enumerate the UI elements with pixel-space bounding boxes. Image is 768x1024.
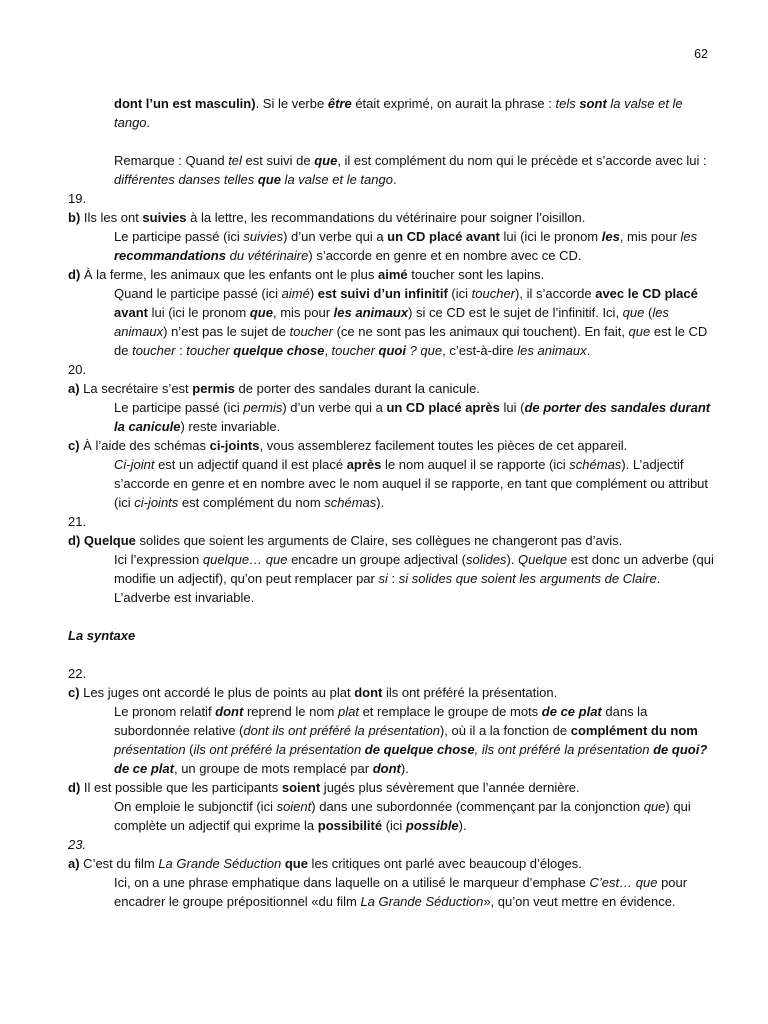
text-run: b)	[68, 210, 81, 225]
text-run: a)	[68, 381, 80, 396]
text-run: si solides que soient les arguments de Claire	[398, 571, 657, 586]
text-run: .	[586, 343, 591, 358]
text-run: dont l’un est masculin)	[114, 96, 256, 111]
text-run: ) n’est pas le sujet de	[163, 324, 290, 339]
text-run: suivies	[142, 210, 187, 225]
text-run: être	[327, 96, 352, 111]
text-run: Le participe passé (ici	[114, 400, 244, 415]
text-run: ).	[458, 818, 467, 833]
explanation-paragraph	[68, 455, 718, 512]
item-paragraph	[68, 835, 718, 854]
explanation-paragraph	[68, 227, 718, 265]
text-run: c)	[68, 685, 80, 700]
text-run: encadre un groupe adjectival (	[287, 552, 466, 567]
text-run: présentation	[114, 742, 186, 757]
text-run: 21.	[68, 514, 87, 529]
text-run: lui (ici le pronom	[147, 305, 250, 320]
text-run: la valse et le tango	[114, 96, 683, 130]
text-run: était exprimé, on aurait la phrase :	[351, 96, 556, 111]
text-run: que	[314, 153, 338, 168]
text-run: les animaux	[517, 343, 587, 358]
text-run: 20.	[68, 362, 87, 377]
text-run: schémas	[324, 495, 377, 510]
text-run: 22.	[68, 666, 87, 681]
text-run: les	[680, 229, 698, 244]
text-run: les	[601, 229, 620, 244]
text-run: suivies	[243, 229, 284, 244]
text-run: schémas	[569, 457, 622, 472]
text-run: que	[628, 324, 651, 339]
text-run: ), il s’accorde	[515, 286, 596, 301]
text-run: dont	[354, 685, 383, 700]
text-run: .	[146, 115, 151, 130]
page-number: 62	[694, 47, 708, 61]
text-run: que	[622, 305, 645, 320]
text-run: tels	[555, 96, 580, 111]
text-run: Les juges ont accordé le plus de points au plat	[79, 685, 355, 700]
text-run: ) s’accorde en genre et en nombre avec ce CD.	[308, 248, 582, 263]
item-paragraph	[68, 512, 718, 531]
text-run: C’est… que	[589, 875, 658, 890]
text-run: que	[257, 172, 281, 187]
text-run: c)	[68, 438, 80, 453]
text-run: . L’adverbe est invariable.	[114, 571, 661, 605]
explanation-paragraph	[68, 398, 718, 436]
text-run: .	[392, 172, 397, 187]
text-run: Quelque	[83, 533, 136, 548]
text-run: lui (ici le pronom	[499, 229, 602, 244]
text-run: dont ils ont préféré la présentation	[243, 723, 440, 738]
document-body	[68, 94, 718, 911]
text-run: ,	[324, 343, 332, 358]
text-run: , mis pour	[619, 229, 681, 244]
text-run: est suivi de	[241, 153, 315, 168]
text-run: ). L’adjectif s’accorde en genre et en nombre avec le nom auquel il se rapporte, en tant que complément ou attribut (ici	[114, 457, 709, 510]
item-paragraph	[68, 265, 718, 284]
section-title: La syntaxe	[68, 628, 136, 643]
text-run: Ils les ont	[80, 210, 143, 225]
text-run: toucher	[471, 286, 516, 301]
item-paragraph	[68, 189, 718, 208]
text-run: de porter des sandales durant la canicule.	[234, 381, 480, 396]
text-run: est le CD de	[114, 324, 708, 358]
text-run: toucher	[331, 343, 379, 358]
spacer	[68, 132, 718, 151]
text-run: , vous assemblerez facilement toutes les pièces de cet appareil.	[259, 438, 628, 453]
text-run: toucher	[289, 324, 333, 339]
text-run: un CD placé après	[386, 400, 500, 415]
explanation-paragraph	[68, 94, 718, 132]
text-run: toucher	[186, 343, 234, 358]
text-run: reprend le nom	[243, 704, 338, 719]
text-run: avec le CD placé avant	[114, 286, 698, 320]
text-run: est donc un adverbe (qui modifie un adjectif), qu’on peut remplacer par	[114, 552, 714, 586]
text-run: C’est du film	[79, 856, 159, 871]
text-run: les critiques ont parlé avec beaucoup d’éloges.	[307, 856, 582, 871]
text-run: que	[643, 799, 666, 814]
text-run: si	[378, 571, 388, 586]
text-run: de quelque chose	[364, 742, 475, 757]
text-run: ) reste invariable.	[180, 419, 281, 434]
item-paragraph	[68, 360, 718, 379]
text-run: sont	[579, 96, 607, 111]
text-run: lui (	[499, 400, 525, 415]
text-run: un CD placé avant	[387, 229, 500, 244]
text-run: ).	[400, 761, 409, 776]
text-run: Il est possible que les participants	[80, 780, 282, 795]
text-run: complément du nom	[570, 723, 698, 738]
text-run: les animaux	[333, 305, 409, 320]
text-run: , un groupe de mots remplacé par	[173, 761, 373, 776]
text-run: 19.	[68, 191, 87, 206]
text-run: ), où il a la fonction de	[439, 723, 571, 738]
text-run: est un adjectif quand il est placé	[154, 457, 347, 472]
text-run: de quoi? de ce plat	[114, 742, 708, 776]
text-run: (ce ne sont pas les animaux qui touchent). En fait,	[332, 324, 629, 339]
text-run: possible	[405, 818, 459, 833]
text-run: , ils ont préféré la présentation	[474, 742, 654, 757]
text-run: Ici, on a une phrase emphatique dans laquelle on a utilisé le marqueur d’emphase	[114, 875, 590, 890]
text-run: À l’aide des schémas	[79, 438, 210, 453]
text-run: À la ferme, les animaux que les enfants ont le plus	[80, 267, 378, 282]
text-run: a)	[68, 856, 80, 871]
text-run: le nom auquel il se rapporte (ici	[381, 457, 570, 472]
text-run: ) d’un verbe qui a	[282, 400, 387, 415]
item-paragraph	[68, 683, 718, 702]
text-run: tel	[228, 153, 242, 168]
text-run: 23.	[68, 837, 87, 852]
text-run: La secrétaire s’est	[79, 381, 193, 396]
text-run: la valse et le tango	[280, 172, 393, 187]
text-run: à la lettre, les recommandations du vétérinaire pour soigner l’oisillon.	[186, 210, 586, 225]
text-run: aimé	[378, 267, 408, 282]
text-run: , il est complément du nom qui le précède et s’accorde avec lui :	[337, 153, 707, 168]
text-run: , c’est-à-dire	[442, 343, 518, 358]
text-run: aimé	[281, 286, 310, 301]
text-run: différentes danses telles	[114, 172, 258, 187]
text-run: La Grande Séduction	[360, 894, 484, 909]
text-run: ).	[376, 495, 385, 510]
text-run: Le participe passé (ici	[114, 229, 244, 244]
text-run: )	[309, 286, 318, 301]
text-run: recommandations	[114, 248, 226, 263]
explanation-paragraph	[68, 702, 718, 778]
text-run: Quand le participe passé (ici	[114, 286, 282, 301]
text-run: d)	[68, 533, 81, 548]
text-run: (ici	[382, 818, 406, 833]
item-paragraph	[68, 379, 718, 398]
text-run: Ici l’expression	[114, 552, 203, 567]
text-run: de porter des sandales durant la canicule	[114, 400, 711, 434]
text-run: quelque chose	[233, 343, 325, 358]
explanation-paragraph	[68, 284, 718, 360]
text-run: d)	[68, 780, 81, 795]
text-run: pour encadrer le groupe prépositionnel «du film	[114, 875, 688, 909]
text-run: (	[644, 305, 653, 320]
text-run: est suivi d’un infinitif	[317, 286, 448, 301]
text-run: que	[284, 856, 308, 871]
item-paragraph	[68, 778, 718, 797]
text-run: soient	[281, 780, 321, 795]
text-run: , mis pour	[272, 305, 334, 320]
text-run: Le pronom relatif	[114, 704, 216, 719]
text-run: soient	[276, 799, 312, 814]
text-run: ils ont préféré la présentation	[193, 742, 365, 757]
text-run: (	[185, 742, 194, 757]
text-run: dont	[215, 704, 244, 719]
text-run: ils ont préféré la présentation.	[382, 685, 558, 700]
text-run: dans la subordonnée relative (	[114, 704, 648, 738]
text-run: La Grande Séduction	[158, 856, 282, 871]
text-run: quelque… que	[202, 552, 288, 567]
text-run: Ci-joint	[114, 457, 155, 472]
item-paragraph	[68, 854, 718, 873]
text-run: toucher sont les lapins.	[407, 267, 545, 282]
text-run: ci-joints	[209, 438, 260, 453]
text-run: que	[249, 305, 273, 320]
item-paragraph	[68, 208, 718, 227]
explanation-paragraph	[68, 873, 718, 911]
text-run: toucher	[132, 343, 176, 358]
text-run: jugés plus sévèrement que l’année dernière.	[320, 780, 580, 795]
text-run: plat	[338, 704, 359, 719]
text-run: Remarque : Quand	[114, 153, 229, 168]
text-run: permis	[192, 381, 235, 396]
text-run: dont	[372, 761, 401, 776]
text-run: permis	[243, 400, 283, 415]
text-run: On emploie le subjonctif (ici	[114, 799, 277, 814]
text-run: ) d’un verbe qui a	[283, 229, 388, 244]
text-run: ) si ce CD est le sujet de l’infinitif. Ici,	[408, 305, 623, 320]
text-run: :	[175, 343, 187, 358]
text-run: . Si le verbe	[255, 96, 328, 111]
text-run: ) dans une subordonnée (commençant par la conjonction	[311, 799, 644, 814]
text-run: quoi	[378, 343, 406, 358]
explanation-paragraph	[68, 797, 718, 835]
text-run: les animaux	[114, 305, 669, 339]
text-run: d)	[68, 267, 81, 282]
text-run: possibilité	[317, 818, 383, 833]
text-run: et remplace le groupe de mots	[358, 704, 542, 719]
text-run: solides que soient les arguments de Claire, ses collègues ne changeront pas d’avis.	[135, 533, 623, 548]
text-run: ).	[506, 552, 518, 567]
text-run: ci-joints	[134, 495, 179, 510]
spacer	[68, 607, 718, 626]
spacer	[68, 645, 718, 664]
explanation-paragraph	[68, 550, 718, 607]
text-run: », qu’on veut mettre en évidence.	[483, 894, 676, 909]
item-paragraph	[68, 664, 718, 683]
text-run: (ici	[447, 286, 472, 301]
text-run: est complément du nom	[178, 495, 325, 510]
item-paragraph	[68, 531, 718, 550]
text-run: ) qui complète un adjectif qui exprime la	[114, 799, 691, 833]
text-run: après	[346, 457, 382, 472]
text-run: solides	[465, 552, 507, 567]
text-run: Quelque	[518, 552, 568, 567]
explanation-paragraph	[68, 151, 718, 189]
text-run: du vétérinaire	[225, 248, 309, 263]
item-paragraph	[68, 436, 718, 455]
text-run: de ce plat	[541, 704, 602, 719]
text-run: :	[387, 571, 399, 586]
text-run: ? que	[405, 343, 443, 358]
